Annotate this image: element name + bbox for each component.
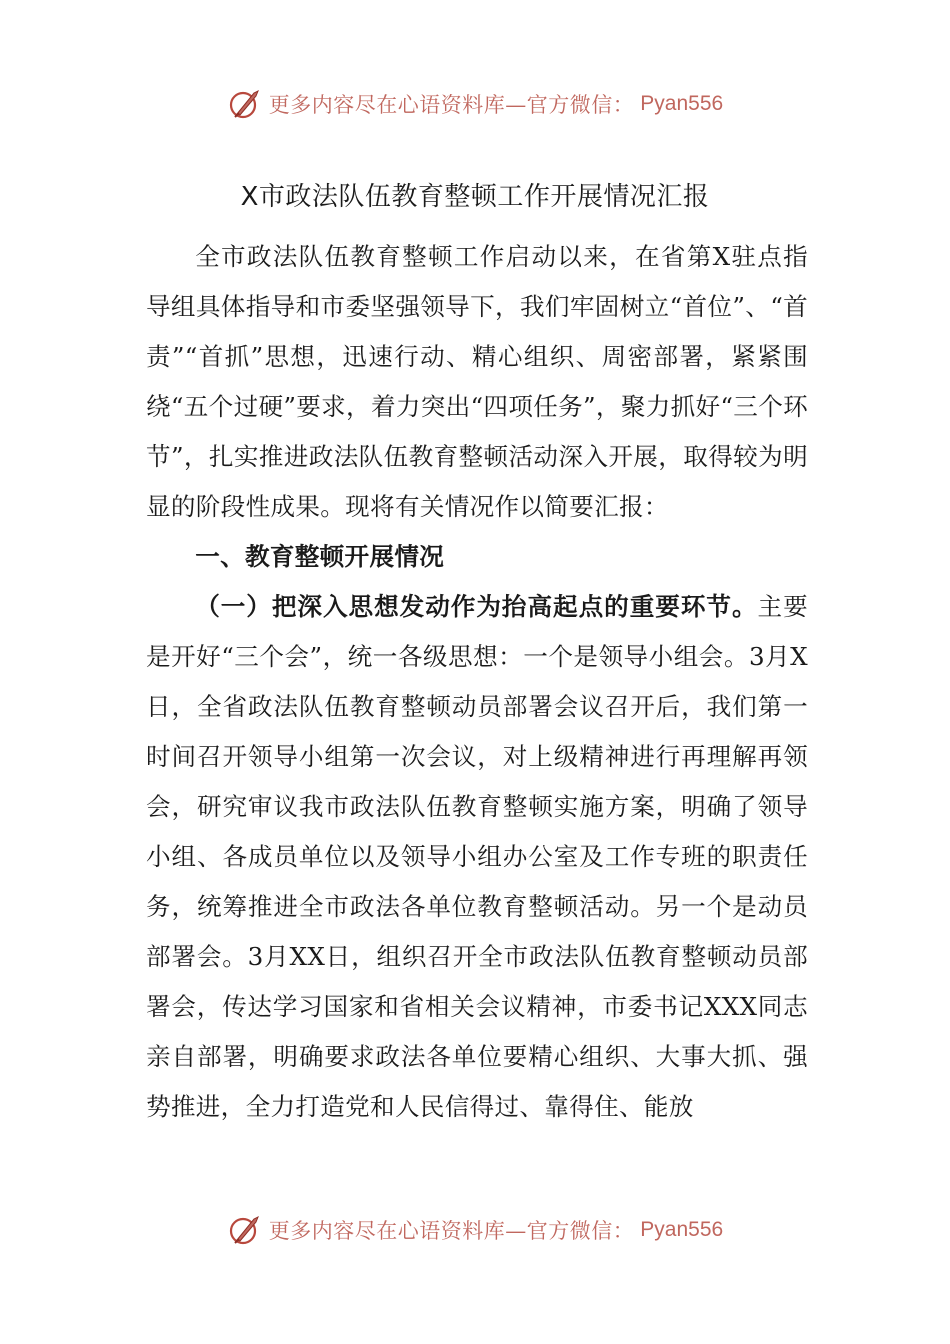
watermark-text: 更多内容尽在心语资料库—官方微信： bbox=[268, 1219, 635, 1243]
watermark-text: 更多内容尽在心语资料库—官方微信： bbox=[268, 93, 635, 117]
subsection-heading: （一）把深入思想发动作为抬高起点的重要环节。 bbox=[195, 592, 758, 621]
quill-pen-circle-icon bbox=[227, 86, 263, 122]
intro-paragraph: 全市政法队伍教育整顿工作启动以来，在省第X驻点指导组具体指导和市委坚强领导下，我们牢固树立“首位”、“首责”“首抓”思想，迅速行动、精心组织、周密部署，紧紧围绕“五个过硬”要求，着力突出“四项任务”，聚力抓好“三个环节”，扎实推进政法队伍教育整顿活动深入开展，取得较为明显的阶段性成果。现将有关情况作以简要汇报： bbox=[146, 242, 808, 521]
section-heading: 一、教育整顿开展情况 bbox=[195, 542, 445, 571]
subsection-body: 主要是开好“三个会”，统一各级思想：一个是领导小组会。3月X日，全省政法队伍教育整顿动员部署会议召开后，我们第一时间召开领导小组第一次会议，对上级精神进行再理解再领会，研究审议我市政法队伍教育整顿实施方案，明确了领导小组、各成员单位以及领导小组办公室及工作专班的职责任务，统筹推进全市政法各单位教育整顿活动。另一个是动员部署会。3月XX日，组织召开全市政法队伍教育整顿动员部署会，传达学习国家和省相关会议精神，市委书记XXX同志亲自部署，明确要求政法各单位要精心组织、大事大抓、强势推进，全力打造党和人民信得过、靠得住、能放 bbox=[146, 592, 808, 1121]
watermark-handle: Pyan556 bbox=[640, 92, 724, 115]
watermark-banner-top bbox=[0, 82, 950, 126]
watermark-banner-bottom bbox=[0, 1208, 950, 1252]
document-title: X市政法队伍教育整顿工作开展情况汇报 bbox=[240, 182, 710, 212]
quill-pen-circle-icon bbox=[227, 1212, 263, 1248]
document-body bbox=[146, 232, 808, 1132]
watermark-handle: Pyan556 bbox=[640, 1218, 724, 1241]
subsection-paragraph bbox=[146, 582, 808, 1132]
